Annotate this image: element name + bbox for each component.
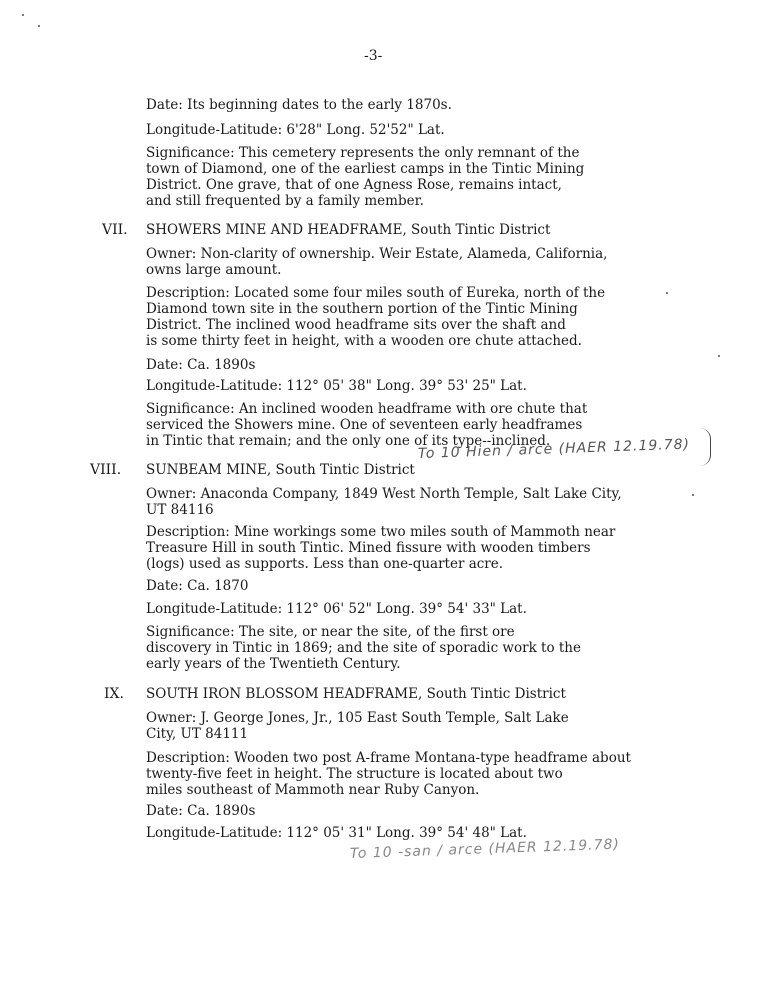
scan-speck [692,494,694,496]
page-number: -3- [364,48,383,64]
handwritten-annotation: To 10 Hien / arce (HAER 12.19.78) [417,436,691,462]
cemetery-longlat: Longitude-Latitude: 6'28" Long. 52'52" Lat. [146,122,445,138]
section-owner: Owner: Non-clarity of ownership. Weir Estate, Alameda, California, owns large amount. [146,246,608,278]
cemetery-date: Date: Its beginning dates to the early 1870s. [146,97,452,113]
section-description: Description: Wooden two post A-frame Montana-type headframe about twenty-five feet in height. The structure is located about two miles southeast of Mammoth near Ruby Canyon. [146,750,631,798]
section-longlat: Longitude-Latitude: 112° 05' 38" Long. 39° 53' 25" Lat. [146,378,527,394]
section-title: SUNBEAM MINE, South Tintic District [146,462,415,478]
cemetery-significance: Significance: This cemetery represents the only remnant of the town of Diamond, one of the earliest camps in the Tintic Mining District. One grave, that of one Agness Rose, remains intact, and still frequented by a family member. [146,145,585,209]
section-title: SOUTH IRON BLOSSOM HEADFRAME, South Tintic District [146,686,566,702]
section-numeral: VIII. [90,462,122,478]
section-description: Description: Mine workings some two miles south of Mammoth near Treasure Hill in south Tintic. Mined fissure with wooden timbers (logs) used as supports. Less than one-quarter acre. [146,524,616,572]
section-date: Date: Ca. 1890s [146,803,256,819]
section-title: SHOWERS MINE AND HEADFRAME, South Tintic District [146,222,551,238]
scan-speck [22,14,24,16]
handwritten-bracket [700,428,711,466]
section-description: Description: Located some four miles south of Eureka, north of the Diamond town site in the southern portion of the Tintic Mining District. The inclined wood headframe sits over the shaft and is some thirty feet in height, with a wooden ore chute attached. [146,285,606,349]
section-significance: Significance: The site, or near the site, of the first ore discovery in Tintic in 1869; and the site of sporadic work to the early years of the Twentieth Century. [146,624,581,672]
scan-speck [38,25,40,27]
section-numeral: IX. [104,686,124,702]
section-numeral: VII. [102,222,128,238]
handwritten-annotation: To 10 -san / arce (HAER 12.19.78) [349,836,621,862]
section-owner: Owner: Anaconda Company, 1849 West North Temple, Salt Lake City, UT 84116 [146,486,622,518]
section-date: Date: Ca. 1890s [146,357,256,373]
section-owner: Owner: J. George Jones, Jr., 105 East South Temple, Salt Lake City, UT 84111 [146,710,569,742]
section-longlat: Longitude-Latitude: 112° 06' 52" Long. 39° 54' 33" Lat. [146,601,527,617]
section-longlat: Longitude-Latitude: 112° 05' 31" Long. 39° 54' 48" Lat. [146,825,527,841]
section-significance: Significance: An inclined wooden headframe with ore chute that serviced the Showers mine. One of seventeen early headframes in Tintic that remain; and the only one of its type--inclined. [146,401,588,449]
scan-speck [718,355,720,357]
scan-speck [666,292,668,294]
section-date: Date: Ca. 1870 [146,578,249,594]
